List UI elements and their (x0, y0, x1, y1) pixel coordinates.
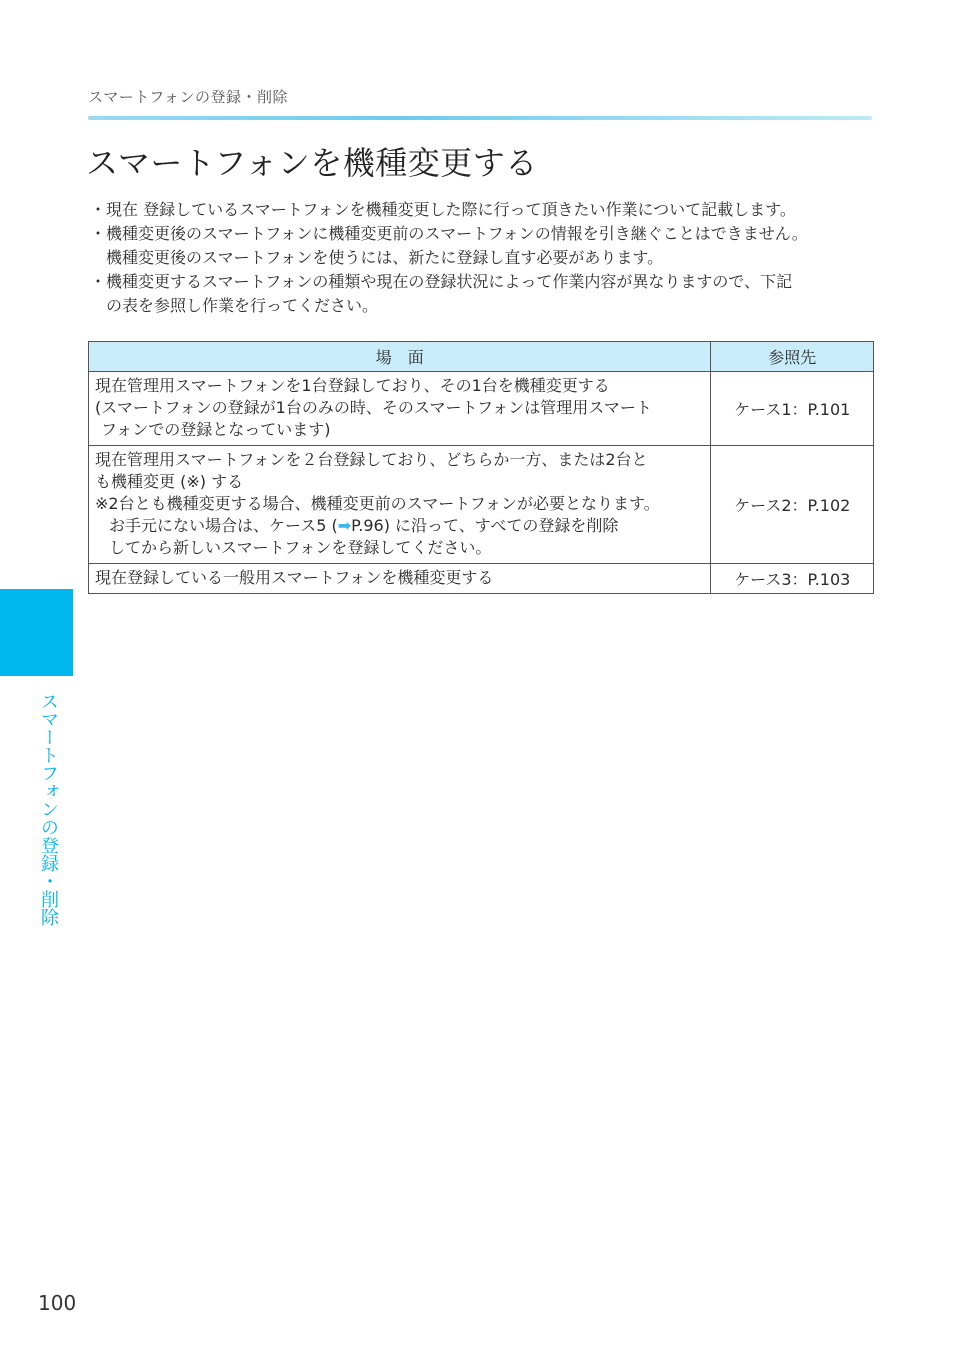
bullet-line: 現在 登録しているスマートフォンを機種変更した際に行って頂きたい作業について記載します。 (106, 200, 796, 219)
bullet-dot: ・ (90, 200, 107, 219)
arrow-right-icon: ➡ (337, 516, 352, 535)
page-number: 100 (38, 1291, 77, 1315)
header-rule (88, 116, 872, 120)
header-reference: 参照先 (711, 342, 874, 372)
scene-line: ※2台とも機種変更する場合、機種変更前のスマートフォンが必要となります。 (95, 494, 660, 513)
reference-cell: ケース2：P.102 (711, 446, 874, 564)
intro-bullets (88, 198, 888, 318)
bullet-dot: ・ (90, 272, 107, 291)
bullet-item (88, 270, 888, 318)
table-row (89, 564, 874, 594)
bullet-item (88, 222, 888, 270)
scene-cell (89, 372, 711, 446)
running-header: スマートフォンの登録・削除 (88, 88, 289, 106)
section-side-label: スマートフォンの登録・削除 (38, 692, 59, 926)
reference-cell: ケース3：P.103 (711, 564, 874, 594)
scene-line: 現在管理用スマートフォンを1台登録しており、その1台を機種変更する (95, 376, 610, 395)
header-scene: 場 面 (89, 342, 711, 372)
page-title: スマートフォンを機種変更する (86, 144, 538, 182)
table-row (89, 446, 874, 564)
scene-cell (89, 446, 711, 564)
bullet-line: 機種変更後のスマートフォンに機種変更前のスマートフォンの情報を引き継ぐことはできません。 (106, 224, 808, 243)
note-text: P.96) に沿って、すべての登録を削除 (351, 516, 619, 535)
note-text: お手元にない場合は、ケース5 ( (109, 516, 338, 535)
scene-line: も機種変更 (※) する (95, 472, 244, 491)
scene-line: 現在登録している一般用スマートフォンを機種変更する (95, 568, 494, 587)
scene-cell (89, 564, 711, 594)
table-row (89, 372, 874, 446)
scene-note-line (95, 515, 704, 537)
bullet-line: の表を参照し作業を行ってください。 (106, 296, 379, 315)
bullet-dot: ・ (90, 224, 107, 243)
scene-line: してから新しいスマートフォンを登録してください。 (109, 538, 492, 557)
scene-line: フォンでの登録となっています) (101, 420, 331, 439)
scene-line: 現在管理用スマートフォンを２台登録しており、どちらか一方、または2台と (95, 450, 648, 469)
bullet-line: 機種変更後のスマートフォンを使うには、新たに登録し直す必要があります。 (106, 248, 664, 267)
table-header-row (89, 342, 874, 372)
bullet-line: 機種変更するスマートフォンの種類や現在の登録状況によって作業内容が異なりますので、下記 (106, 272, 793, 291)
bullet-item (88, 198, 888, 222)
section-tab-marker (0, 589, 73, 676)
case-table (88, 341, 874, 594)
reference-cell: ケース1：P.101 (711, 372, 874, 446)
scene-line: (スマートフォンの登録が1台のみの時、そのスマートフォンは管理用スマート (95, 398, 652, 417)
